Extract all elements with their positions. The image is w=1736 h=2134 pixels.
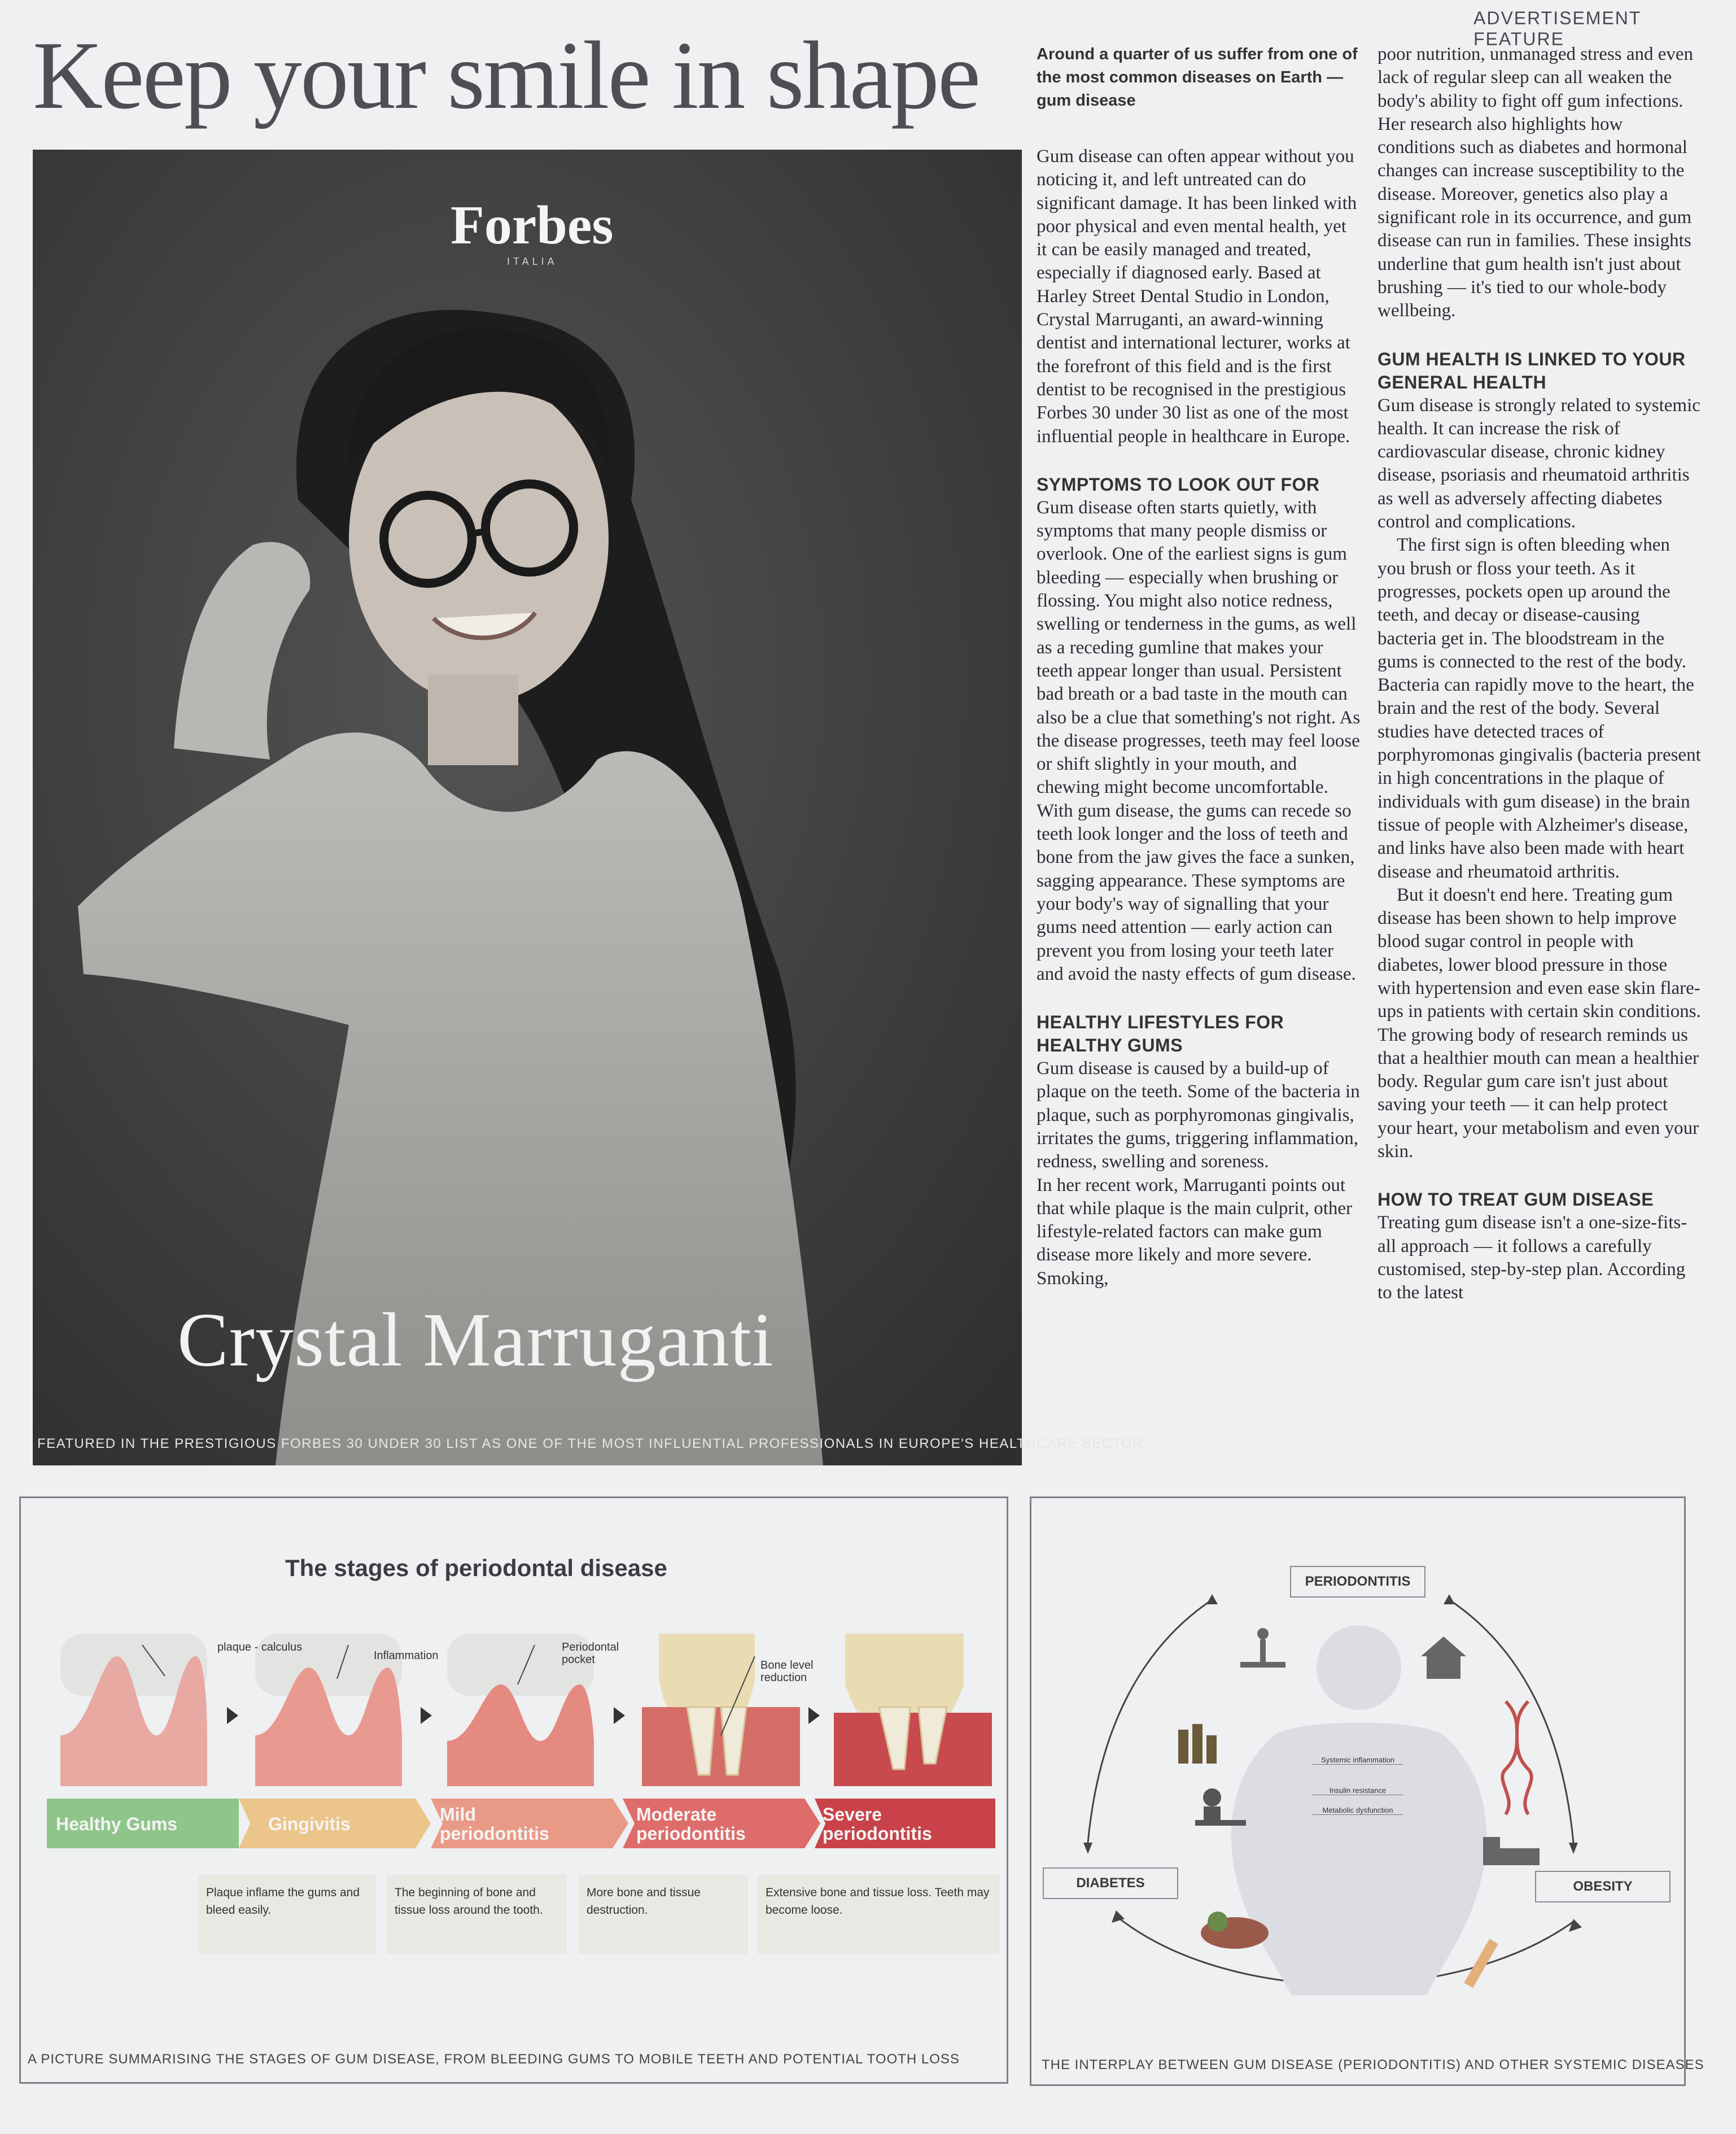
portrait-illustration bbox=[33, 150, 1022, 1465]
desc-moderate: More bone and tissue destruction. bbox=[579, 1875, 748, 1954]
bed-icon bbox=[1483, 1837, 1540, 1865]
subhead-lifestyle: HEALTHY LIFESTYLES FOR HEALTHY GUMS bbox=[1037, 1012, 1284, 1056]
linked-paragraph-3: But it doesn't end here. Treating gum disease has been shown to help improve blood sugar control in people with diabetes, lower blood pressure in those with hypertension and even ease skin flare-ups in patients with certain skin conditions. The growing body of research reminds us that a healthier mouth can mean a healthier body. Regular gum care isn't just about saving your teeth — it can help protect your heart, your metabolism and even your skin. bbox=[1378, 884, 1701, 1162]
symptoms-paragraph: Gum disease often starts quietly, with symptoms that many people dismiss or overlook. One of the earliest signs is gum bleeding — especially when brushing or flossing. You might also notice redness, swelling or tenderness in the gums, as well as a receding gumline that makes your teeth appear longer than usual. Persistent bad breath or a bad taste in the mouth can also be a clue that something's not right. As the disease progresses, teeth may feel loose or shift slightly in your mouth, and chewing might become uncomfortable. With gum disease, the gums can recede so teeth look longer and the loss of teeth and bone from the jaw gives the face a sunken, sagging appearance. These symptoms are your body's way of signalling that your gums need attention — early action can prevent you from losing your teeth later and avoid the nasty effects of gum disease. bbox=[1037, 497, 1361, 984]
featured-name: Crystal Marruganti bbox=[177, 1298, 774, 1382]
article-column-2 bbox=[1378, 43, 1702, 1305]
systemic-caption: THE INTERPLAY BETWEEN GUM DISEASE (PERIODONTITIS) AND OTHER SYSTEMIC DISEASES bbox=[1042, 2057, 1704, 2072]
treat-paragraph: Treating gum disease isn't a one-size-fits-all approach — it follows a carefully customised, step-by-step plan. According to the latest bbox=[1378, 1212, 1687, 1303]
stage-moderate: Moderate periodontitis bbox=[636, 1804, 746, 1844]
stages-diagram-panel bbox=[19, 1496, 1008, 2084]
treadmill-icon bbox=[1240, 1628, 1285, 1668]
lede: Around a quarter of us suffer from one of the most common diseases on Earth — gum disease bbox=[1037, 45, 1358, 110]
cigarette-icon bbox=[1464, 1939, 1498, 1988]
stage-mild: Mild periodontitis bbox=[440, 1804, 549, 1844]
headline: Keep your smile in shape bbox=[33, 22, 979, 129]
label-plaque: plaque - calculus bbox=[217, 1641, 303, 1653]
tag-metabolic-dysfunction: Metabolic dysfunction bbox=[1313, 1806, 1403, 1815]
tag-systemic-inflammation: Systemic inflammation bbox=[1313, 1756, 1403, 1765]
subhead-linked: GUM HEALTH IS LINKED TO YOUR GENERAL HEALTH bbox=[1378, 348, 1686, 392]
house-icon bbox=[1421, 1636, 1466, 1679]
advertisement-label: ADVERTISEMENT FEATURE bbox=[1473, 8, 1641, 49]
desc-mild: The beginning of bone and tissue loss around the tooth. bbox=[387, 1875, 566, 1954]
subhead-treat: HOW TO TREAT GUM DISEASE bbox=[1378, 1189, 1654, 1210]
stage-severe: Severe periodontitis bbox=[823, 1804, 932, 1844]
desc-gingivitis: Plaque inflame the gums and bleed easily. bbox=[198, 1875, 376, 1954]
forbes-logo: Forbes bbox=[451, 195, 614, 256]
stages-caption: A PICTURE SUMMARISING THE STAGES OF GUM DISEASE, FROM BLEEDING GUMS TO MOBILE TEETH AND POTENTIAL TOOTH LOSS bbox=[28, 2052, 960, 2067]
intro-paragraph: Gum disease can often appear without you noticing it, and left untreated can do significant damage. It has been linked with poor physical and even mental health, yet it can be easily managed and treated, especially if diagnosed early. Based at Harley Street Dental Studio in London, Crystal Marruganti, an award-winning dentist and international lecturer, works at the forefront of this field and is the first dentist to be recognised in the prestigious Forbes 30 under 30 list as one of the most influential people in healthcare in Europe. bbox=[1037, 146, 1357, 447]
lifestyle-paragraph-1: Gum disease is caused by a build-up of plaque on the teeth. Some of the bacteria in plaque, such as porphyromonas gingivalis, irritates the gums, triggering inflammation, redness, swelling and soreness. bbox=[1037, 1058, 1360, 1172]
stages-diagram-title: The stages of periodontal disease bbox=[285, 1555, 667, 1581]
bottles-icon bbox=[1178, 1724, 1217, 1764]
lifestyle-continued: poor nutrition, unmanaged stress and even lack of regular sleep can all weaken the body's ability to fight off gum infections. Her research also highlights how conditions such as diabetes and hormonal changes can increase susceptibility to the disease. Moreover, genetics also play a significant role in its occurrence, and gum disease can run in families. These insights underline that gum health isn't just about brushing — it's tied to our whole-body wellbeing. bbox=[1378, 44, 1694, 321]
desc-severe: Extensive bone and tissue loss. Teeth may become loose. bbox=[758, 1875, 999, 1954]
systemic-diagram-panel bbox=[1030, 1496, 1704, 2086]
label-bone: Bone level reduction bbox=[760, 1659, 814, 1684]
dna-icon bbox=[1502, 1701, 1532, 1814]
portrait-photo bbox=[33, 150, 1144, 1465]
stage-gingivitis: Gingivitis bbox=[268, 1814, 351, 1834]
linked-paragraph-2: The first sign is often bleeding when you brush or floss your teeth. As it progresses, pockets open up around the teeth, and decay or disease-causing bacteria get in. The bloodstream in the gums is connected to the rest of the body. Bacteria can rapidly move to the heart, the brain and the rest of the body. Several studies have detected traces of porphyromonas gingivalis (bacteria present in high concentrations in the plaque of individuals with gum disease) in the brain tissue of people with Alzheimer's disease, and links have also been made with heart disease and rheumatoid arthritis. bbox=[1378, 535, 1701, 882]
linked-paragraph-1: Gum disease is strongly related to systemic health. It can increase the risk of cardiovascular disease, chronic kidney disease, psoriasis and rheumatoid arthritis as well as adversely affecting diabetes control and complications. bbox=[1378, 395, 1700, 533]
label-obesity: OBESITY bbox=[1535, 1871, 1671, 1902]
label-periodontitis: PERIODONTITIS bbox=[1290, 1566, 1425, 1598]
label-diabetes: DIABETES bbox=[1043, 1867, 1178, 1899]
lifestyle-paragraph-2: In her recent work, Marruganti points out that while plaque is the main culprit, other lifestyle-related factors can make gum disease more likely and more severe. Smoking, bbox=[1037, 1175, 1353, 1289]
subhead-symptoms: SYMPTOMS TO LOOK OUT FOR bbox=[1037, 474, 1320, 495]
stage-healthy: Healthy Gums bbox=[56, 1814, 178, 1834]
label-pocket: Periodontal pocket bbox=[562, 1641, 619, 1666]
tag-insulin-resistance: Insulin resistance bbox=[1313, 1786, 1403, 1795]
forbes-logo-sub: ITALIA bbox=[507, 256, 558, 267]
photo-caption: FEATURED IN THE PRESTIGIOUS FORBES 30 UNDER 30 LIST AS ONE OF THE MOST INFLUENTIAL PROFESSIONALS IN EUROPE'S HEALTHCARE SECTOR bbox=[37, 1436, 1144, 1451]
label-inflammation: Inflammation bbox=[374, 1649, 439, 1662]
article-column-1 bbox=[1037, 43, 1361, 1290]
